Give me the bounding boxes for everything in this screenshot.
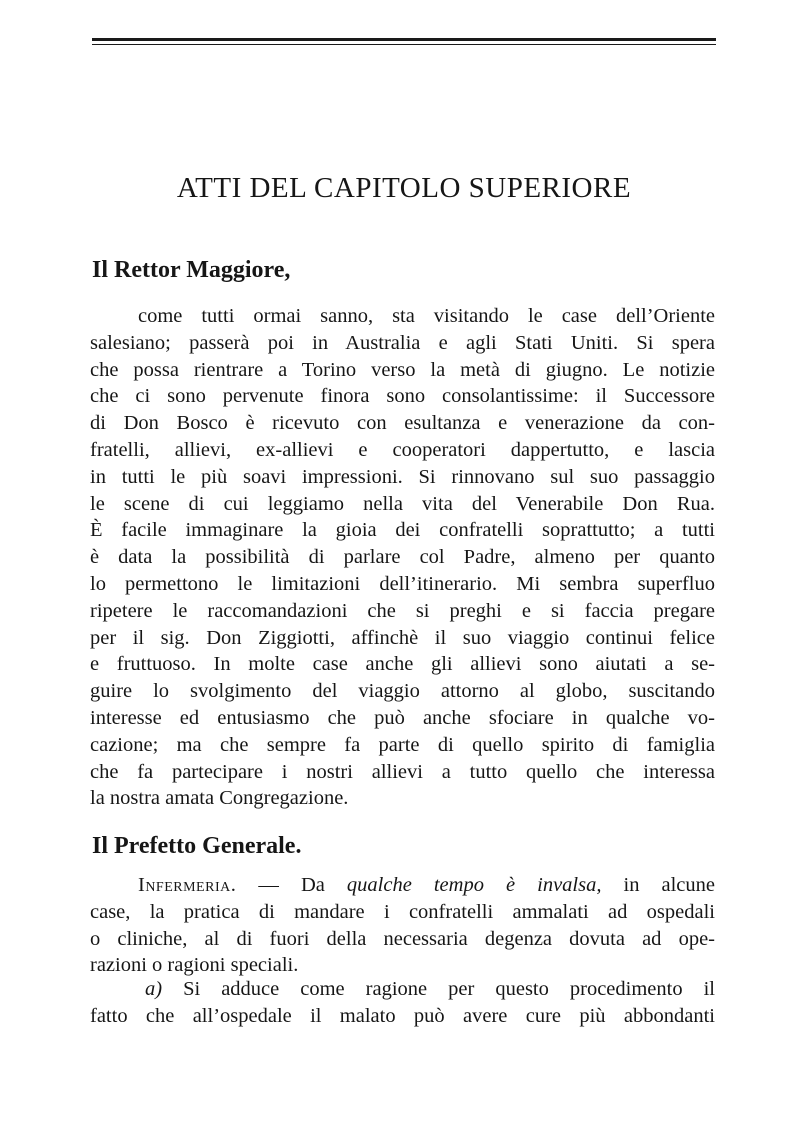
- text-line: case, la pratica di mandare i confratelli ammalati ad ospedali: [90, 900, 715, 923]
- text-run: in alcune: [601, 874, 716, 896]
- text-line: interesse ed entusiasmo che può anche sfociare in qualche vo-: [90, 706, 715, 729]
- text-line: salesiano; passerà poi in Australia e agli Stati Uniti. Si spera: [90, 331, 715, 354]
- text-line: fatto che all’ospedale il malato può avere cure più abbondanti: [90, 1004, 715, 1027]
- text-line: come tutti ormai sanno, sta visitando le case dell’Oriente: [138, 305, 715, 327]
- text-line: le scene di cui leggiamo nella vita del Venerabile Don Rua.: [90, 492, 715, 515]
- page-title: ATTI DEL CAPITOLO SUPERIORE: [176, 172, 632, 204]
- text-line: in tutti le più soavi impressioni. Si rinnovano sul suo passaggio: [90, 465, 715, 488]
- text-line: [90, 872, 715, 899]
- text-line: che fa partecipare i nostri allievi a tutto quello che interessa: [90, 760, 715, 783]
- text-line: guire lo svolgimento del viaggio attorno al globo, suscitando: [90, 680, 715, 703]
- list-marker-a: a): [145, 978, 163, 1000]
- text-run: Si adduce come ragione per questo procedimento il: [162, 978, 715, 1000]
- text-line: [90, 976, 715, 1003]
- paragraph-rettor-maggiore: [90, 303, 715, 812]
- paragraph-infermeria: [90, 872, 715, 979]
- section-heading-prefetto-generale: Il Prefetto Generale.: [92, 833, 302, 859]
- section-heading-rettor-maggiore: Il Rettor Maggiore,: [92, 257, 291, 283]
- header-rule-thin: [92, 44, 716, 45]
- text-line: ripetere le raccomandazioni che si preghi e si faccia pregare: [90, 599, 715, 622]
- text-line: fratelli, allievi, ex-allievi e cooperatori dappertutto, e lascia: [90, 438, 715, 461]
- text-run: — Da: [236, 874, 347, 896]
- text-line: è data la possibilità di parlare col Padre, almeno per quanto: [90, 546, 715, 569]
- text-line: lo permettono le limitazioni dell’itinerario. Mi sembra superfluo: [90, 572, 715, 595]
- run-in-heading-infermeria: Infermeria.: [138, 874, 237, 896]
- text-line: di Don Bosco è ricevuto con esultanza e venerazione da con-: [90, 412, 715, 435]
- text-line: che ci sono pervenute finora sono consolantissime: il Successore: [90, 385, 715, 408]
- text-line: razioni o ragioni speciali.: [90, 954, 299, 977]
- text-line: cazione; ma che sempre fa parte di quello spirito di famiglia: [90, 733, 715, 756]
- text-line: o cliniche, al di fuori della necessaria degenza dovuta ad ope-: [90, 927, 715, 950]
- text-line: la nostra amata Congregazione.: [90, 787, 349, 810]
- text-line: e fruttuoso. In molte case anche gli allievi sono aiutati a se-: [90, 653, 715, 676]
- header-rule-thick: [92, 38, 716, 41]
- paragraph-item-a: [90, 976, 715, 1030]
- text-line: È facile immaginare la gioia dei confratelli soprattutto; a tutti: [90, 519, 715, 542]
- italic-run: qualche tempo è invalsa,: [346, 874, 602, 896]
- text-line: per il sig. Don Ziggiotti, affinchè il suo viaggio continui felice: [90, 626, 715, 649]
- text-line: che possa rientrare a Torino verso la metà di giugno. Le notizie: [90, 358, 715, 381]
